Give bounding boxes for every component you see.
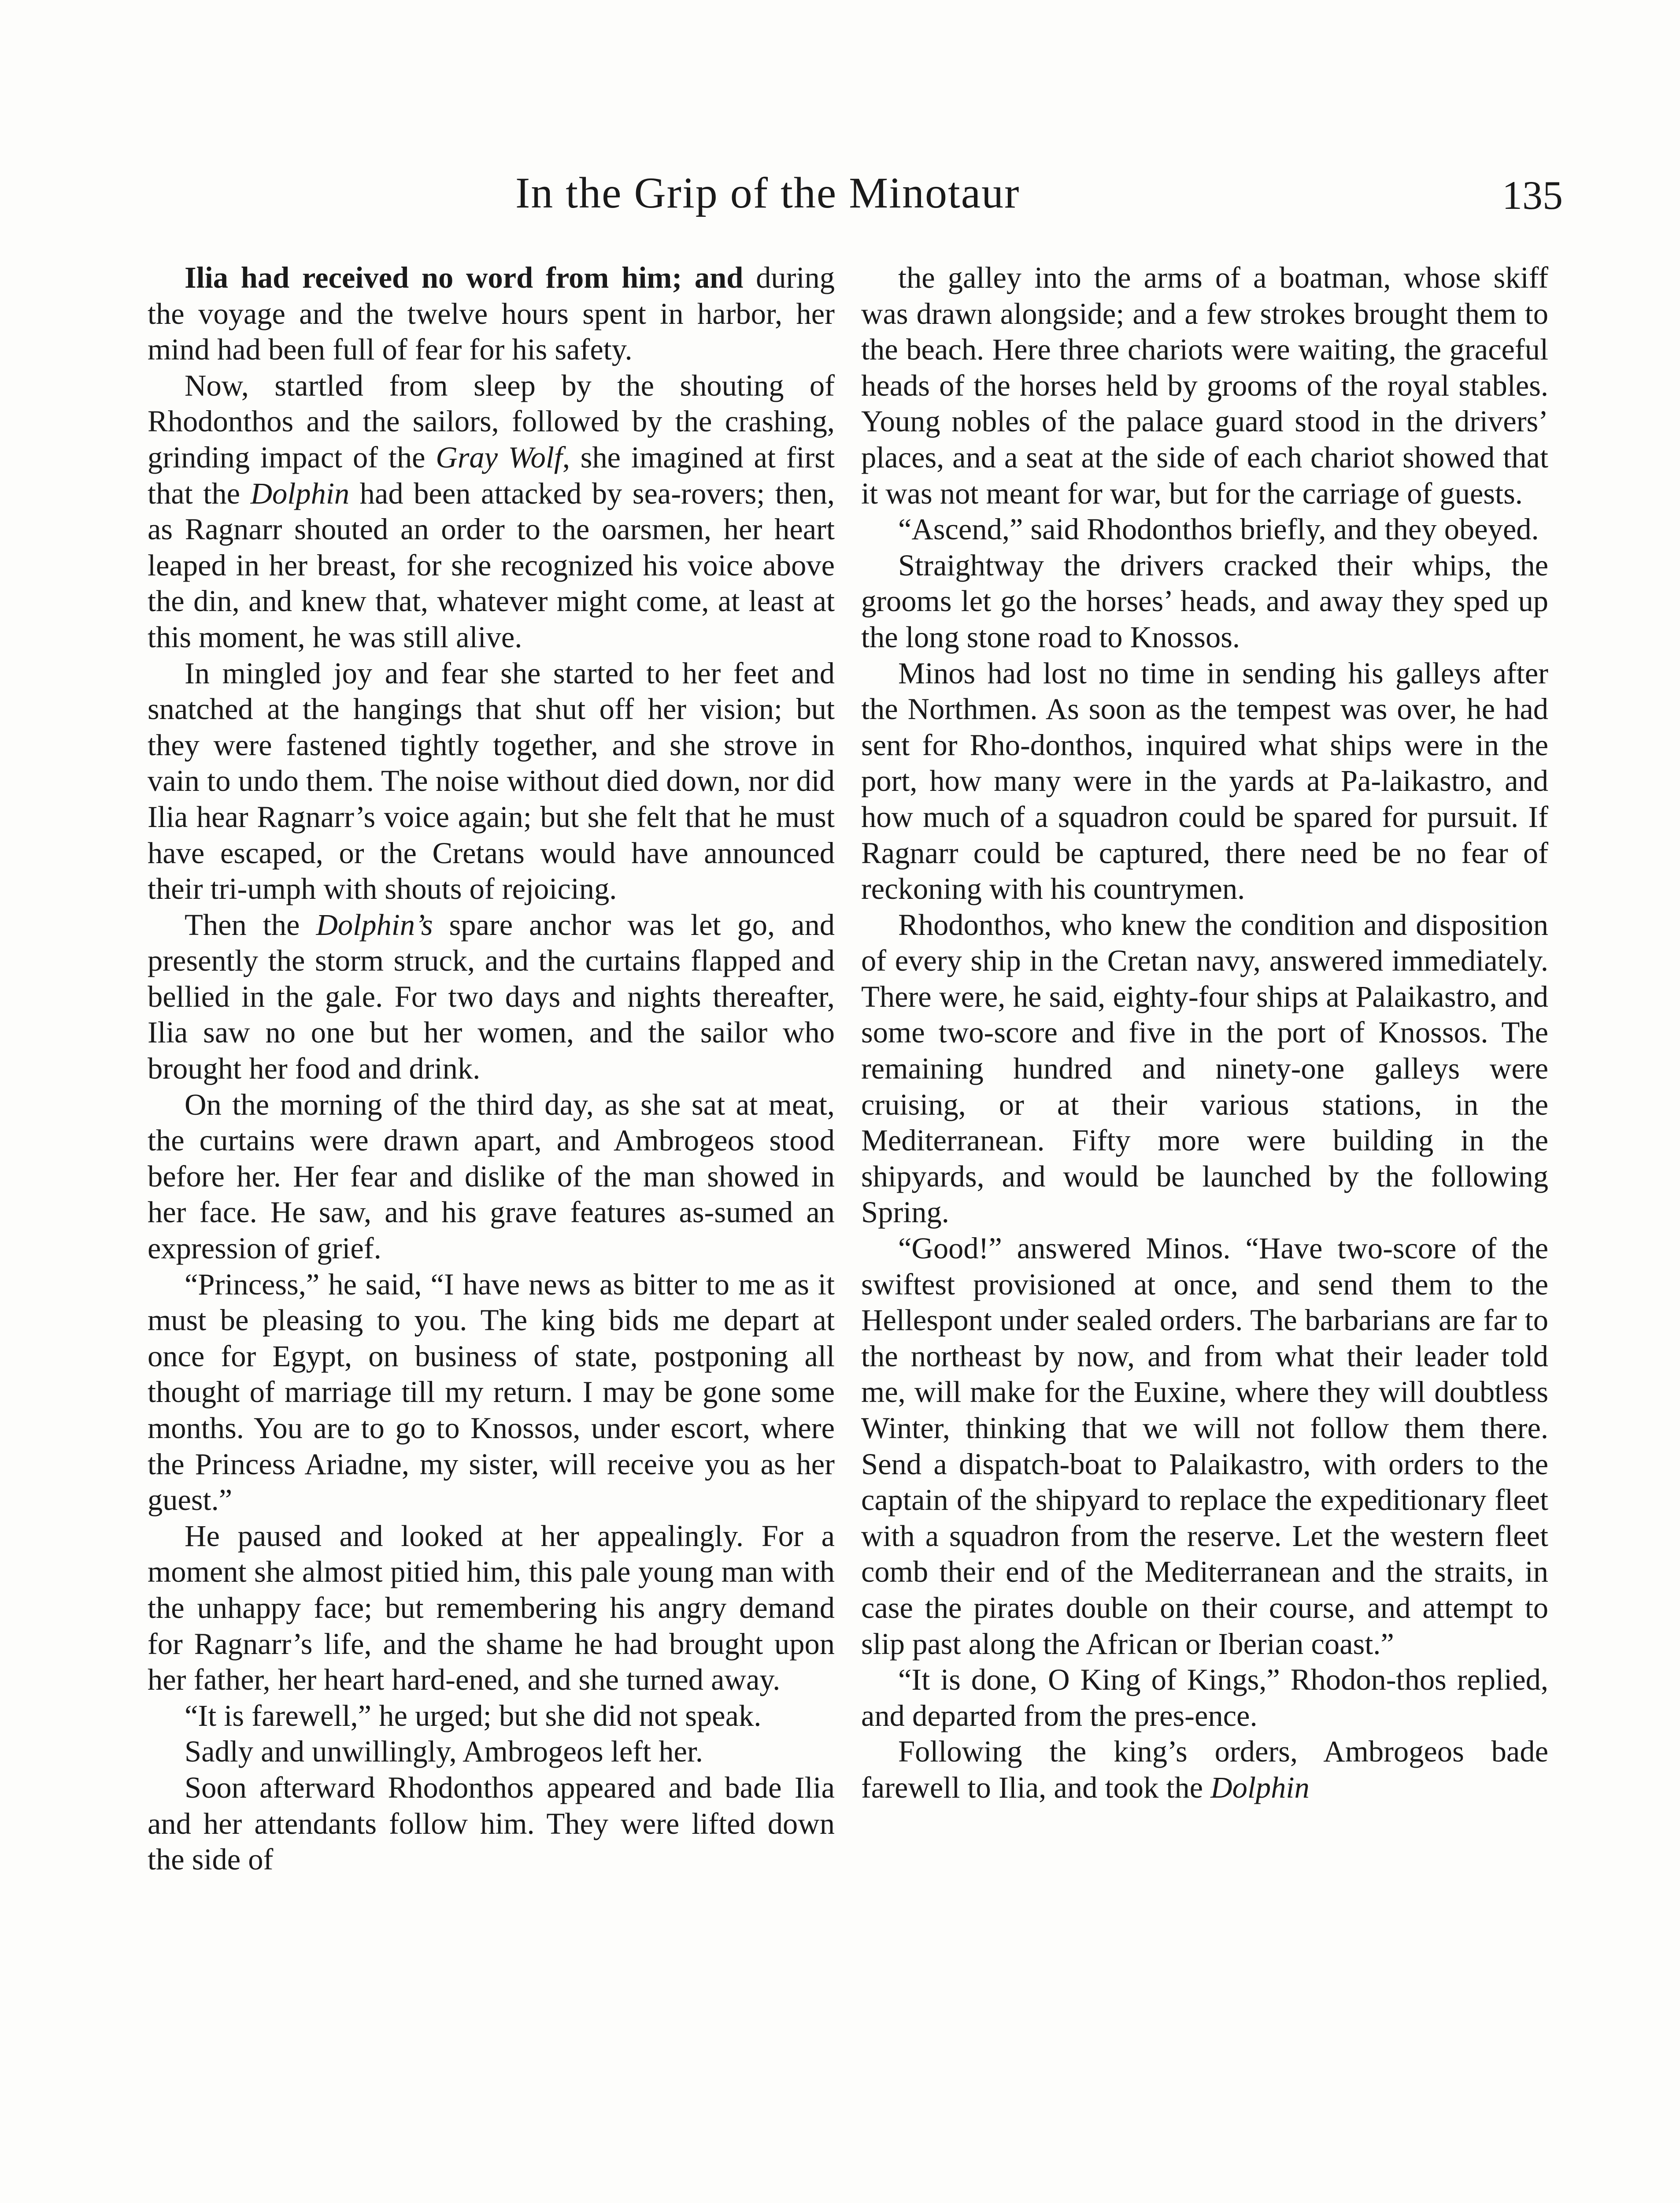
left-text-column bbox=[148, 260, 835, 1878]
paragraph: Minos had lost no time in sending his galleys after the Northmen. As soon as the tempest was over, he had sent for Rho-donthos, inquired what ships were in the port, how many were in the yards at Pa-laikastro, and how much of a squadron could be spared for pursuit. If Ragnarr could be captured, there need be no fear of reckoning with his countrymen. bbox=[861, 656, 1548, 906]
paragraph: He paused and looked at her appealingly. For a moment she almost pitied him, this pale young man with the unhappy face; but remembering his angry demand for Ragnarr’s life, and the shame he had brought upon her father, her heart hard-ened, and she turned away. bbox=[148, 1519, 835, 1697]
paragraph: Then the Dolphin’s spare anchor was let go, and presently the storm struck, and the curtains flapped and bellied in the gale. For two days and nights thereafter, Ilia saw no one but her women, and the sailor who brought her food and drink. bbox=[148, 908, 835, 1086]
paragraph: On the morning of the third day, as she sat at meat, the curtains were drawn apart, and Ambrogeos stood before her. Her fear and dislike of the man showed in her face. He saw, and his grave features as-sumed an expression of grief. bbox=[148, 1087, 835, 1265]
page-number: 135 bbox=[1502, 173, 1563, 218]
paragraph: “Ascend,” said Rhodonthos briefly, and they obeyed. bbox=[898, 512, 1539, 546]
paragraph: Straightway the drivers cracked their whips, the grooms let go the horses’ heads, and away they sped up the long stone road to Knossos. bbox=[861, 548, 1548, 654]
paragraph: Soon afterward Rhodonthos appeared and bade Ilia and her attendants follow him. They were lifted down the side of bbox=[148, 1770, 835, 1877]
paragraph: “It is done, O King of Kings,” Rhodon-thos replied, and departed from the pres-ence. bbox=[861, 1663, 1548, 1732]
paragraph: “Good!” answered Minos. “Have two-score of the swiftest provisioned at once, and send them to the Hellespont under sealed orders. The barbarians are far to the northeast by now, and from what their leader told me, will make for the Euxine, where they will doubtless Winter, thinking that we will not follow them there. Send a dispatch-boat to Palaikastro, with orders to the captain of the shipyard to replace the expeditionary fleet with a squadron from the reserve. Let the western fleet comb their end of the Mediterranean and the straits, in case the pirates double on their course, and attempt to slip past along the African or Iberian coast.” bbox=[861, 1231, 1548, 1661]
paragraph: Rhodonthos, who knew the condition and disposition of every ship in the Cretan navy, answered immediately. There were, he said, eighty-four ships at Palaikastro, and some two-score and five in the port of Knossos. The remaining hundred and ninety-one galleys were cruising, or at their various stations, in the Mediterranean. Fifty more were building in the shipyards, and would be launched by the following Spring. bbox=[861, 908, 1548, 1229]
paragraph: the galley into the arms of a boatman, whose skiff was drawn alongside; and a few strokes brought them to the beach. Here three chariots were waiting, the graceful heads of the horses held by grooms of the royal stables. Young nobles of the palace guard stood in the drivers’ places, and a seat at the side of each chariot showed that it was not meant for war, but for the carriage of guests. bbox=[861, 261, 1548, 510]
right-text-column bbox=[861, 260, 1548, 1806]
paragraph: Sadly and unwillingly, Ambrogeos left her. bbox=[185, 1735, 703, 1769]
paragraph: In mingled joy and fear she started to her feet and snatched at the hangings that shut off her vision; but they were fastened tightly together, and she strove in vain to undo them. The noise without died down, nor did Ilia hear Ragnarr’s voice again; but she felt that he must have escaped, or the Cretans would have announced their tri-umph with shouts of rejoicing. bbox=[148, 656, 835, 906]
paragraph: Now, startled from sleep by the shouting of Rhodonthos and the sailors, followed by the crashing, grinding impact of the Gray Wolf, she imagined at first that the Dolphin had been attacked by sea-rovers; then, as Ragnarr shouted an order to the oarsmen, her heart leaped in her breast, for she recognized his voice above the din, and knew that, whatever might come, at least at this moment, he was still alive. bbox=[148, 368, 835, 654]
page-header bbox=[515, 167, 1563, 229]
paragraph: Ilia had received no word from him; and during the voyage and the twelve hours spent in harbor, her mind had been full of fear for his safety. bbox=[148, 261, 835, 367]
running-title: In the Grip of the Minotaur bbox=[515, 168, 1020, 217]
paragraph: Following the king’s orders, Ambrogeos bade farewell to Ilia, and took the Dolphin bbox=[861, 1735, 1548, 1804]
paragraph: “It is farewell,” he urged; but she did not speak. bbox=[185, 1699, 762, 1732]
paragraph: “Princess,” he said, “I have news as bitter to me as it must be pleasing to you. The king bids me depart at once for Egypt, on business of state, postponing all thought of marriage till my return. I may be gone some months. You are to go to Knossos, under escort, where the Princess Ariadne, my sister, will receive you as her guest.” bbox=[148, 1267, 835, 1517]
